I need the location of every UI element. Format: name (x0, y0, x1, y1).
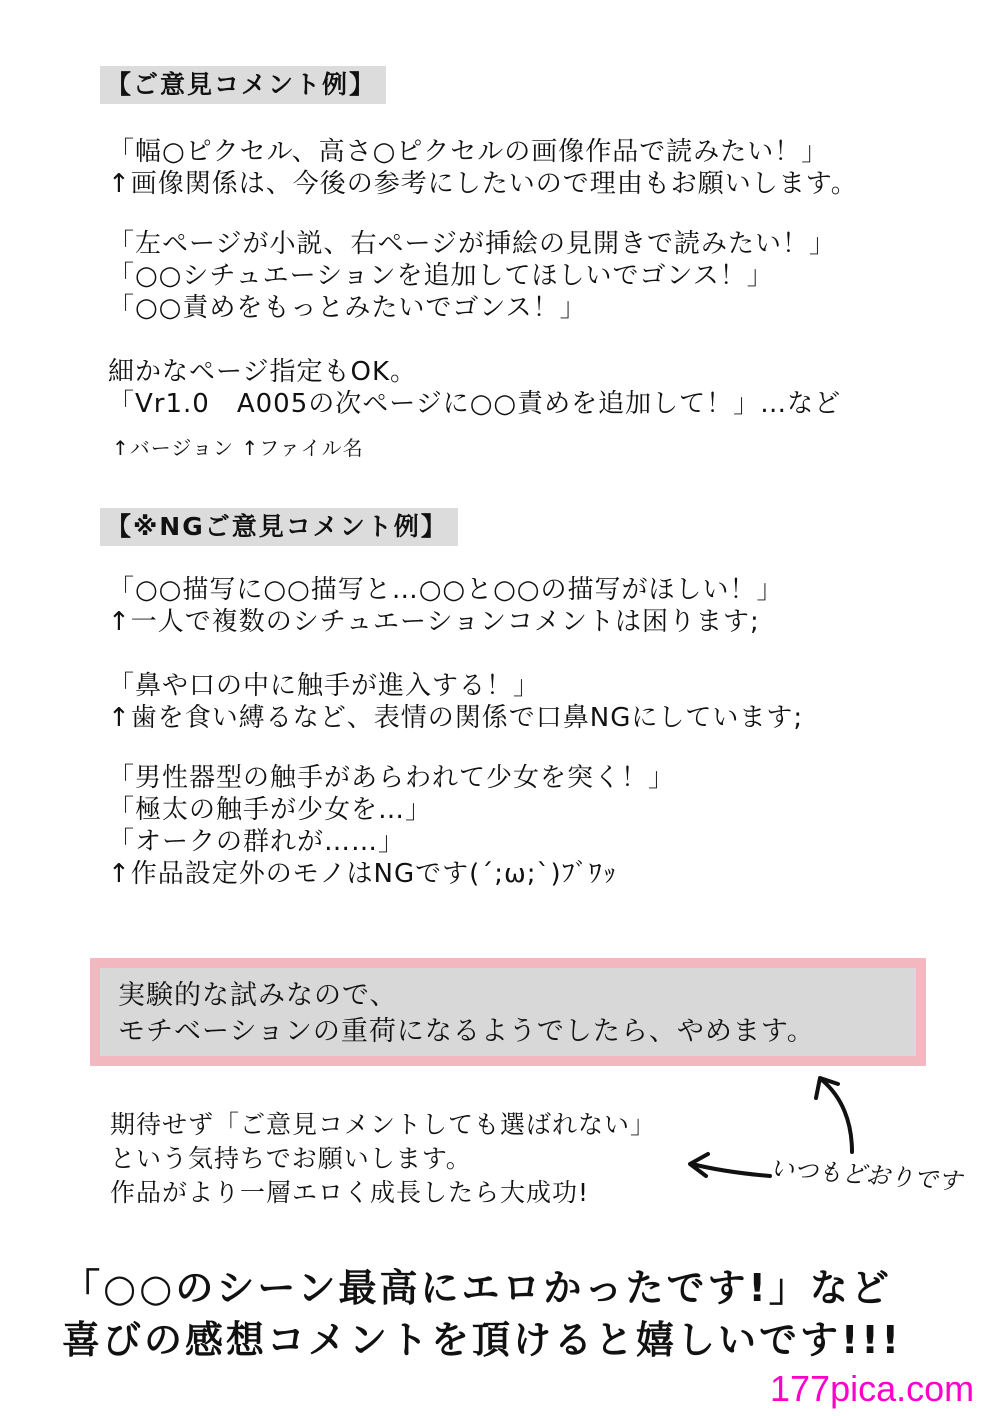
text-line: という気持ちでお願いします。 (110, 1144, 472, 1173)
text-line: 「Vr1.0 A005の次ページに○○責めを追加して！」…など (108, 389, 842, 419)
text-line: ↑歯を食い縛るなど、表情の関係で口鼻NGにしています; (108, 703, 804, 733)
handwritten-note: いつもどおりです (769, 1154, 963, 1196)
ng-example-group-2 (108, 670, 803, 734)
text-line: 「鼻や口の中に触手が進入する！」 (108, 671, 541, 701)
text-line: 「オークの群れが……」 (108, 827, 406, 857)
comment-example-group-3 (108, 356, 841, 420)
text-line: 「極太の触手が少女を…」 (108, 795, 433, 825)
text-line: 「幅○ピクセル、高さ○ピクセルの画像作品で読みたい！」 (108, 137, 829, 167)
text-line: 「男性器型の触手があらわれて少女を突く！」 (108, 763, 676, 793)
section-heading-ng-examples: 【※NGご意見コメント例】 (100, 508, 458, 546)
warning-box-inner (100, 968, 916, 1056)
text-line: 「○○シチュエーションを追加してほしいでゴンス！」 (108, 261, 774, 291)
ng-example-group-3 (108, 762, 675, 890)
comment-example-group-1 (108, 136, 858, 200)
comment-example-group-2 (108, 228, 836, 324)
text-line: 期待せず「ご意見コメントしても選ばれない」 (110, 1110, 657, 1139)
section-heading-comment-examples: 【ご意見コメント例】 (100, 66, 386, 104)
up-arrow-icon (808, 1072, 868, 1162)
text-line: 細かなページ指定もOK。 (108, 357, 417, 387)
warning-line: 実験的な試みなので、 (118, 980, 398, 1011)
warning-line: モチベーションの重荷になるようでしたら、やめます。 (118, 1016, 815, 1047)
expectation-text (110, 1108, 656, 1210)
text-line: 「左ページが小説、右ページが挿絵の見開きで読みたい！」 (108, 229, 836, 259)
ng-example-group-1 (108, 574, 784, 638)
text-line: 作品がより一層エロく成長したら大成功! (110, 1178, 590, 1207)
version-filename-note: ↑バージョン ↑ファイル名 (112, 436, 364, 460)
watermark: 177pica.com (770, 1368, 975, 1409)
text-line: ↑一人で複数のシチュエーションコメントは困ります; (108, 607, 760, 637)
text-line: 「○○のシーン最高にエロかったです!」など (62, 1266, 892, 1310)
text-line: 「○○描写に○○描写と…○○と○○の描写がほしい！」 (108, 575, 784, 605)
text-line: ↑画像関係は、今後の参考にしたいので理由もお願いします。 (108, 169, 858, 199)
text-line: ↑作品設定外のモノはNGです(´;ω;`)ﾌﾞﾜｯ (108, 859, 617, 889)
text-line: 「○○責めをもっとみたいでゴンス！」 (108, 293, 587, 323)
left-arrow-icon (686, 1152, 776, 1192)
warning-box (90, 958, 926, 1066)
text-line: 喜びの感想コメントを頂けると嬉しいです!!! (62, 1318, 902, 1362)
closing-message (62, 1262, 902, 1366)
